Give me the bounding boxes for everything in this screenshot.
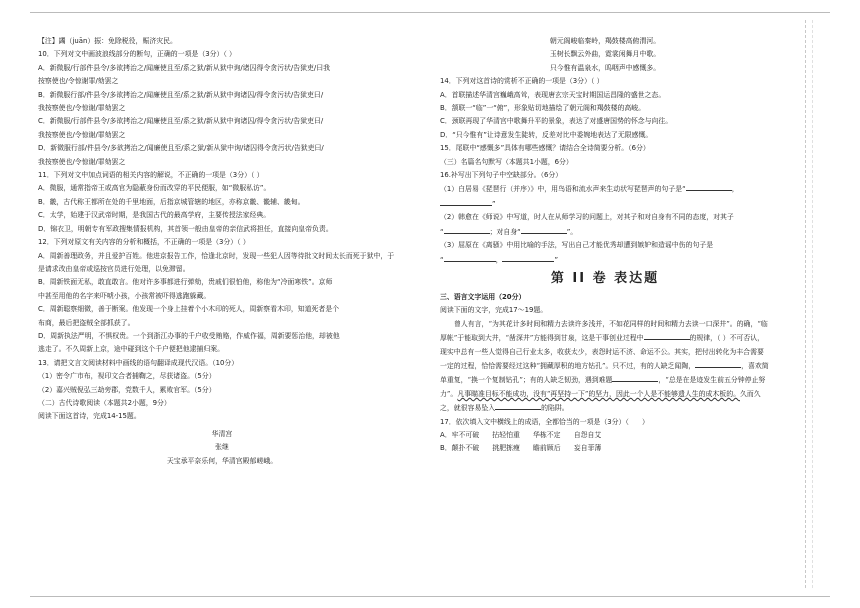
q16-item-1-cont: ”	[440, 197, 770, 211]
dictation-section-heading: （三）名篇名句默写（本题共1小题，6分）	[440, 157, 573, 166]
bottom-rule	[30, 596, 830, 597]
q12-option-c: C．周新聪察细微，善于断案。他发现一个身上挂着个小木印的死人，周新察看木印，知道死者是个	[38, 305, 340, 314]
q17-block	[440, 416, 770, 456]
part-2-title: 第 II 卷 表达题	[550, 270, 660, 286]
q17-stem: 17．依次填入文中横线上的成语，全都恰当的一项是（3分）（ ）	[440, 417, 649, 426]
q17-option-a: A．牢不可破 拈轻怕重 华栋不定 自怨自艾	[440, 430, 602, 439]
q16-item-3-cont: “ ， ”	[440, 253, 770, 267]
answer-blank[interactable]	[495, 401, 541, 410]
note: 【注】蠲（juān）振：免除税役，赈济灾民。	[38, 37, 177, 45]
q11-option-d: D．锦衣卫，明朝专有军政搜集情报机构，其首领一般由皇帝的亲信武将担任，直接向皇帝负责。	[38, 224, 333, 233]
q10-option-d: D．新微服行部/件县令/多欲拷治之/闻廉使且至/系之狱/新从狱中询/诸囚得令贪污状/告狱吏曰/	[38, 144, 324, 153]
right-column	[440, 35, 770, 456]
language-instruction: 阅读下面的文字，完成17～19题。	[440, 306, 548, 315]
q11-stem: 11．下列对文中加点词语的相关内容的解说，不正确的一项是（3分）（ ）	[38, 171, 264, 180]
poetry-instruction: 阅读下面这首诗，完成14-15题。	[38, 412, 141, 421]
answer-blank[interactable]	[686, 182, 732, 191]
q12-option-a-cont: 是请求改由皇帝或巡按官员进行处理，以免滞留。	[38, 264, 190, 273]
q12-stem: 12．下列对原文有关内容的分析和概括，不正确的一项是（3分）（ ）	[38, 238, 250, 247]
q16-item-2-cont: “ ；对自身“ ”。	[440, 225, 770, 239]
q12-option-b: B．周新铁面无私，敢直敢言。他对许多事都进行弹劾，贵戚们很怕他，称他为“冷面寒铁”。京师	[38, 278, 333, 287]
answer-blank[interactable]	[695, 359, 741, 368]
poem-line-2: 朝元阁峻临秦岭，羯鼓楼高俯渭河。	[549, 37, 661, 45]
poem-line-4: 只今惟有温泉水，呜咽声中感慨多。	[549, 63, 661, 72]
q10-option-a-cont: 按察使也/令惊谢罪/劾罢之	[38, 77, 119, 86]
answer-blank[interactable]	[521, 225, 567, 234]
q13-sentence-2: （2）嘉兴贼倪弘三劫旁郡，党数千人，累败官军。（5分）	[38, 385, 216, 394]
answer-blank[interactable]	[444, 225, 490, 234]
answer-blank[interactable]	[644, 331, 690, 340]
answer-blank[interactable]	[612, 373, 658, 382]
q13-stem: 13．请把文言文阅读材料中画线的语句翻译成现代汉语。（10分）	[38, 358, 239, 367]
q11-option-b: B．畿，古代称王都所在处的千里地面，后指京城管辖的地区，亦称京畿、畿辅、畿甸。	[38, 197, 305, 206]
poem-title: 华清宫	[211, 429, 233, 438]
poem-line-1: 天宝承平奈乐何，华清宫殿郁嵯峨。	[166, 456, 278, 465]
q10-option-b: B．新微服行部/件县令/多欲拷治之/闻廉使且至/系之狱/新从狱中询诸囚/得令贪污状/告狱吏曰/	[38, 90, 324, 99]
q11-option-c: C．太学，始建于汉武帝时期，是我国古代的最高学府，主要传授法家经典。	[38, 211, 271, 220]
q10-stem: 10．下列对文中画波浪线部分的断句，正确的一项是（3分）（ ）	[38, 50, 236, 59]
poetry-section-heading: （二）古代诗歌阅读（本题共2小题，9分）	[38, 398, 171, 407]
q12-option-d-cont: 逃走了。不久周新上京，途中碰到这个千户便把他逮捕归案。	[38, 345, 225, 354]
q14-option-a: A．首联描述华清宫巍峨高耸，表现唐玄宗天宝时期国运昌隆的盛世之态。	[440, 90, 666, 99]
q10-option-c: C．新微服/行部件县令/多欲拷治之/闻廉使且至/系之狱/新从狱中询诸囚/得令贪污状/告狱吏曰/	[38, 117, 324, 126]
q10-option-b-cont: 我按察使也/令惊谢/罪劾罢之	[38, 104, 126, 113]
q11-option-a: A．微服，通常指帝王或高官为隐蔽身份而改穿的平民便服，如“微服私访”。	[38, 184, 271, 193]
q17-option-b: B．颠扑不破 挑肥拣瘦 瞻前顾后 妄自菲薄	[440, 444, 602, 453]
poem-author: 张继	[215, 443, 229, 452]
binding-line-inner	[812, 20, 813, 588]
q16-item-1: （1）白居易《琵琶行（并序）》中，用鸟语和流水声来生动状写琵琶声的句子是“ ，	[440, 182, 770, 196]
answer-blank[interactable]	[440, 197, 492, 206]
q10-option-d-cont: 我按察使也/令惊谢/罪劾罢之	[38, 157, 126, 166]
binding-line	[805, 20, 806, 588]
answer-blank[interactable]	[444, 253, 496, 262]
q16-item-2: （2）韩愈在《师说》中写道，时人在从师学习的问题上，对其子和对自身有不同的态度，对其子	[440, 213, 734, 222]
q14-stem: 14．下列对这首诗的赏析不正确的一项是（3分）（ ）	[440, 77, 604, 86]
q16-stem: 16.补写出下列句子中空缺部分。（6分）	[440, 171, 563, 180]
q10-option-a: A．新微服/行部件县令/多欲拷治之/闻廉使且至/系之狱/新从狱中询/诸囚得令贪污状/告狱吏/曰我	[38, 63, 331, 72]
left-column	[38, 35, 406, 468]
top-rule	[30, 12, 830, 13]
q13-sentence-1: （1）密令广市布，视印文合者捕鞫之，尽获诸盗。（5分）	[38, 372, 216, 381]
q12-option-b-cont: 中甚至用他的名字来吓唬小孩，小孩常被吓得逃跑躲藏。	[38, 291, 211, 300]
language-section-heading: 三、语言文字运用（20分）	[440, 292, 526, 301]
q15-stem: 15．尾联中“感慨多”具体有哪些感慨？请结合全诗简要分析。（6分）	[440, 144, 650, 153]
wavy-underlined-sentence: 凡事瞄准目标不能成功，没有“再坚持一下”的坚力，因此一个人是不能够遗人生的成木板的。	[457, 389, 740, 398]
q14-option-d: D．“只今惟有”让诗意发生陡转，反差对比中委婉地表达了无限感慨。	[440, 130, 653, 139]
essay-paragraph: 曾人有言，“为其花计多时间和精力去读许多浅并，不如花同样的时间和精力去读一口深井”。的确，“临厚帐”于能取到大井，“凿深井”方能得到甘泉，这是干事创业过程中 的规律，（ ）不可否认，现实中总有一些人觉得自己行业太多，收获太少，表怨时运不济、命运不公。其实，把付出转化为丰合需要一定的过程，恰恰需要经过这种“拥藏厚积的地方钻孔”。只不过，有的人缺乏闻陶， ，喜欢简单重复，“换一个复制钻孔”；有的人缺乏韧劲，遇到难题 ，“总是在是迹发生前五分钟停止努力”。凡事瞄准目标不能成功，没有“再坚持一下”的坚力，因此一个人是不能够遗人生的成木板的。久而久之，就很容易坠入 的陷阱。	[440, 319, 769, 413]
q14-option-c: C．颈联再现了华清宫中歌舞升平的景象，表达了对盛唐国势的怀念与向往。	[440, 117, 673, 126]
poem-line-3: 玉树长飘云外曲，霓裳闲舞月中歌。	[549, 50, 661, 59]
q12-option-a: A．周新善理政务，并且爱护百姓。他进京报告工作，恰逢北京时，发现一些犯人因等待批文时间太长而死于狱中，于	[38, 251, 395, 260]
q12-option-c-cont: 布商，最后把盗贼全部抓获了。	[38, 318, 135, 327]
q12-option-d: D．周新执法严明，不惧权贵。一个到浙江办事的千户收受贿赂，作威作福，周新要惩治他，却被他	[38, 331, 340, 340]
answer-blank[interactable]	[502, 253, 554, 262]
q16-item-3: （3）屈原在《离骚》中用比喻的手法，写出自己才能优秀却遭到嫉妒和造谣中伤的句子是	[440, 241, 714, 250]
q10-option-c-cont: 我按察使也/令惊谢/罪劾罢之	[38, 130, 126, 139]
q14-option-b: B．颔联一“临”一“俯”，形象贴切地描绘了朝元阁和羯鼓楼的高峻。	[440, 104, 646, 113]
